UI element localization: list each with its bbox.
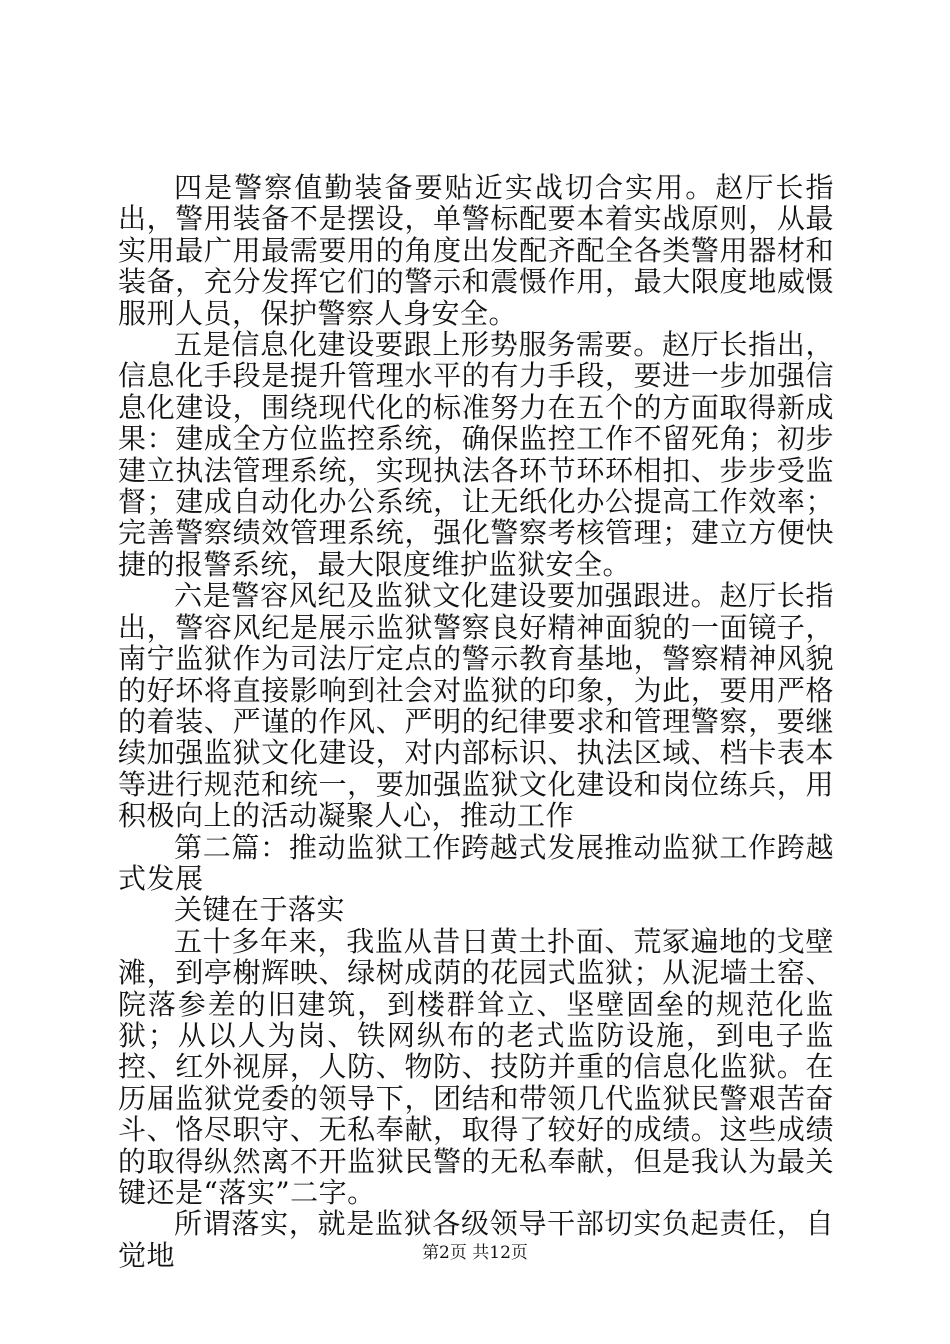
paragraph-history: 五十多年来，我监从昔日黄土扑面、荒冢遍地的戈壁滩，到亭榭辉映、绿树成荫的花园式监狱；从泥墙土窑、院落参差的旧建筑，到楼群耸立、坚壁固垒的规范化监狱；从以人为岗、铁网纵布的老式监防设施，到电子监控、红外视屏，人防、物防、技防并重的信息化监狱。在历届监狱党委的领导下，团结和带领几代监狱民警艰苦奋斗、恪尽职守、无私奉献，取得了较好的成绩。这些成绩的取得纵然离不开监狱民警的无私奉献，但是我认为最关键还是“落实”二字。 [118, 924, 834, 1209]
paragraph-discipline-culture: 六是警容风纪及监狱文化建设要加强跟进。赵厅长指出，警容风纪是展示监狱警察良好精神面貌的一面镜子，南宁监狱作为司法厅定点的警示教育基地，警察精神风貌的好坏将直接影响到社会对监狱的印象，为此，要用严格的着装、严谨的作风、严明的纪律要求和管理警察，要继续加强监狱文化建设，对内部标识、执法区域、档卡表本等进行规范和统一，要加强监狱文化建设和岗位练兵，用积极向上的活动凝聚人心，推动工作 [118, 579, 834, 833]
paragraph-equipment: 四是警察值勤装备要贴近实战切合实用。赵厅长指出，警用装备不是摆设，单警标配要本着实战原则，从最实用最广用最需要用的角度出发配齐配全各类警用器材和装备，充分发挥它们的警示和震慑作用，最大限度地威慑服刑人员，保护警察人身安全。 [118, 171, 834, 330]
paragraph-informatization: 五是信息化建设要跟上形势服务需要。赵厅长指出，信息化手段是提升管理水平的有力手段，要进一步加强信息化建设，围绕现代化的标准努力在五个的方面取得新成果：建成全方位监控系统，确保监控工作不留死角；初步建立执法管理系统，实现执法各环节环环相扣、步步受监督；建成自动化办公系统，让无纸化办公提高工作效率；完善警察绩效管理系统，强化警察考核管理；建立方便快捷的报警系统，最大限度维护监狱安全。 [118, 328, 834, 581]
document-body [118, 172, 834, 1271]
section-heading: 第二篇：推动监狱工作跨越式发展推动监狱工作跨越式发展 [118, 830, 834, 895]
paragraph-implementation: 所谓落实，就是监狱各级领导干部切实负起责任，自觉地 [118, 1207, 834, 1272]
page-number: 第2页 共12页 [422, 1243, 528, 1263]
section-subheading: 关键在于落实 [174, 893, 346, 927]
